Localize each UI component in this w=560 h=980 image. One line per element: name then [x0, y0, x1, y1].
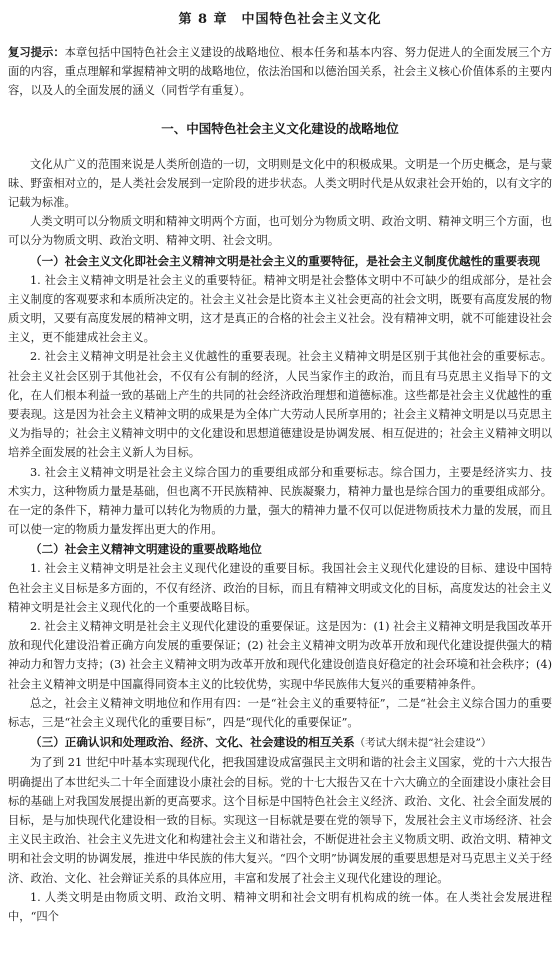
- paragraph: 人类文明可以分物质文明和精神文明两个方面，也可划分为物质文明、政治文明、精神文明三个方面，也可以分为物质文明、政治文明、精神文明、社会文明。: [8, 215, 552, 248]
- subsection-title: （三）正确认识和处理政治、经济、文化、社会建设的相互关系: [30, 735, 355, 750]
- paragraph: 1. 人类文明是由物质文明、政治文明、精神文明和社会文明有机构成的统一体。在人类社会发展进程中，“四个: [8, 890, 552, 923]
- subsection-note: （考试大纲未提“社会建设”）: [354, 737, 492, 750]
- subsection-heading: （二）社会主义精神文明建设的重要战略地位: [30, 542, 262, 557]
- paragraph: 2. 社会主义精神文明是社会主义优越性的重要表现。社会主义精神文明是区别于其他社会的重要标志。社会主义社会区别于其他社会，不仅有公有制的经济，人民当家作主的政治，而且有马克思主义指导下的文化，在人们根本利益一致的基础上产生的共同的社会经济政治理想和道德标准。这些都是社会主义优越性的重要表现。这是因为社会主义精神文明的成果是为全体广大劳动人民所享用的；社会主义精神文明是以马克思主义为指导的；社会主义精神文明中的文化建设和思想道德建设是协调发展、相互促进的；社会主义精神文明以培养全面发展的社会主义新人为目标。: [8, 350, 552, 460]
- subsection-heading: （一）社会主义文化即社会主义精神文明是社会主义的重要特征，是社会主义制度优越性的重要表现: [30, 253, 541, 268]
- review-hint-text: 本章包括中国特色社会主义建设的战略地位、根本任务和基本内容、努力促进人的全面发展三个方面的内容，重点理解和掌握精神文明的战略地位，依法治国和以德治国关系，社会主义核心价值体系的主要内容，以及人的全面发展的涵义（同哲学有重复）。: [8, 46, 552, 98]
- review-hint-label: 复习提示：: [8, 45, 65, 59]
- subsection-heading: [8, 732, 552, 753]
- chapter-title: 第 8 章 中国特色社会主义文化: [178, 12, 382, 27]
- paragraph: 1. 社会主义精神文明是社会主义的重要特征。精神文明是社会整体文明中不可缺少的组成部分，是社会主义制度的客观要求和本质所决定的。社会主义社会是比资本主义社会更高的社会文明，既要有高度发展的物质文明，又要有高度发展的精神文明，这才是真正的合格的社会主义社会。没有精神文明，就不可能建设社会主义，更不能建成社会主义。: [8, 273, 552, 345]
- section-title: 一、中国特色社会主义文化建设的战略地位: [161, 120, 399, 136]
- review-hint: [8, 43, 552, 101]
- paragraph: 2. 社会主义精神文明是社会主义现代化建设的重要保证。这是因为：(1) 社会主义精神文明是我国改革开放和现代化建设沿着正确方向发展的重要保证；(2) 社会主义精神文明为改革开放和现代化建设提供强大的精神动力和智力支持；(3) 社会主义精神文明为改革开放和现代化建设创造良好稳定的社会环境和社会秩序；(4) 社会主义精神文明是中国赢得同资本主义的比较优势，实现中华民族伟大复兴的重要精神条件。: [8, 620, 552, 691]
- paragraph: 1. 社会主义精神文明是社会主义现代化建设的重要目标。我国社会主义现代化建设的目标、建设中国特色社会主义目标是多方面的，不仅有经济、政治的目标，而且有精神文明或文化的目标，高度发达的社会主义精神文明是社会主义现代化的一个重要战略目标。: [8, 562, 552, 614]
- paragraph: 总之，社会主义精神文明地位和作用有四：一是“社会主义的重要特征”，二是“社会主义综合国力的重要标志，三是“社会主义现代化的重要目标”，四是“现代化的重要保证”。: [8, 696, 552, 730]
- paragraph: 为了到 21 世纪中叶基本实现现代化，把我国建设成富强民主文明和谐的社会主义国家，党的十六大报告明确提出了本世纪头二十年全面建设小康社会的目标。党的十七大报告又在十六大确立的全面建设小康社会目标的基础上对我国发展提出新的更高要求。这个目标是中国特色社会主义经济、政治、文化、社会全面发展的目标，是与加快现代化建设相一致的目标。实现这一目标就是要在党的领导下，发展社会主义市场经济、社会主义民主政治、社会主义先进文化和构建社会主义和谐社会，不断促进社会主义物质文明、政治文明、精神文明和社会文明的协调发展，推进中华民族的伟大复兴。“四个文明”协调发展的重要思想是对马克思主义关于经济、政治、文化、社会辩证关系的具体应用，丰富和发展了社会主义现代化建设的理论。: [8, 756, 552, 885]
- paragraph: 3. 社会主义精神文明是社会主义综合国力的重要组成部分和重要标志。综合国力，主要是经济实力、技术实力，这种物质力量是基础，但也离不开民族精神、民族凝聚力，精神力量也是综合国力的重要组成部分。在一定的条件下，精神力量可以转化为物质的力量，强大的精神力量不仅可以促进物质技术力量的发展，而且可以使一定的物质力量发挥出更大的作用。: [8, 465, 552, 537]
- paragraph: 文化从广义的范围来说是人类所创造的一切，文明则是文化中的积极成果。文明是一个历史概念，是与蒙昧、野蛮相对立的，是人类社会发展到一定阶段的进步状态。人类文明时代是从奴隶社会开始的，以有文字的记载为标准。: [8, 157, 552, 210]
